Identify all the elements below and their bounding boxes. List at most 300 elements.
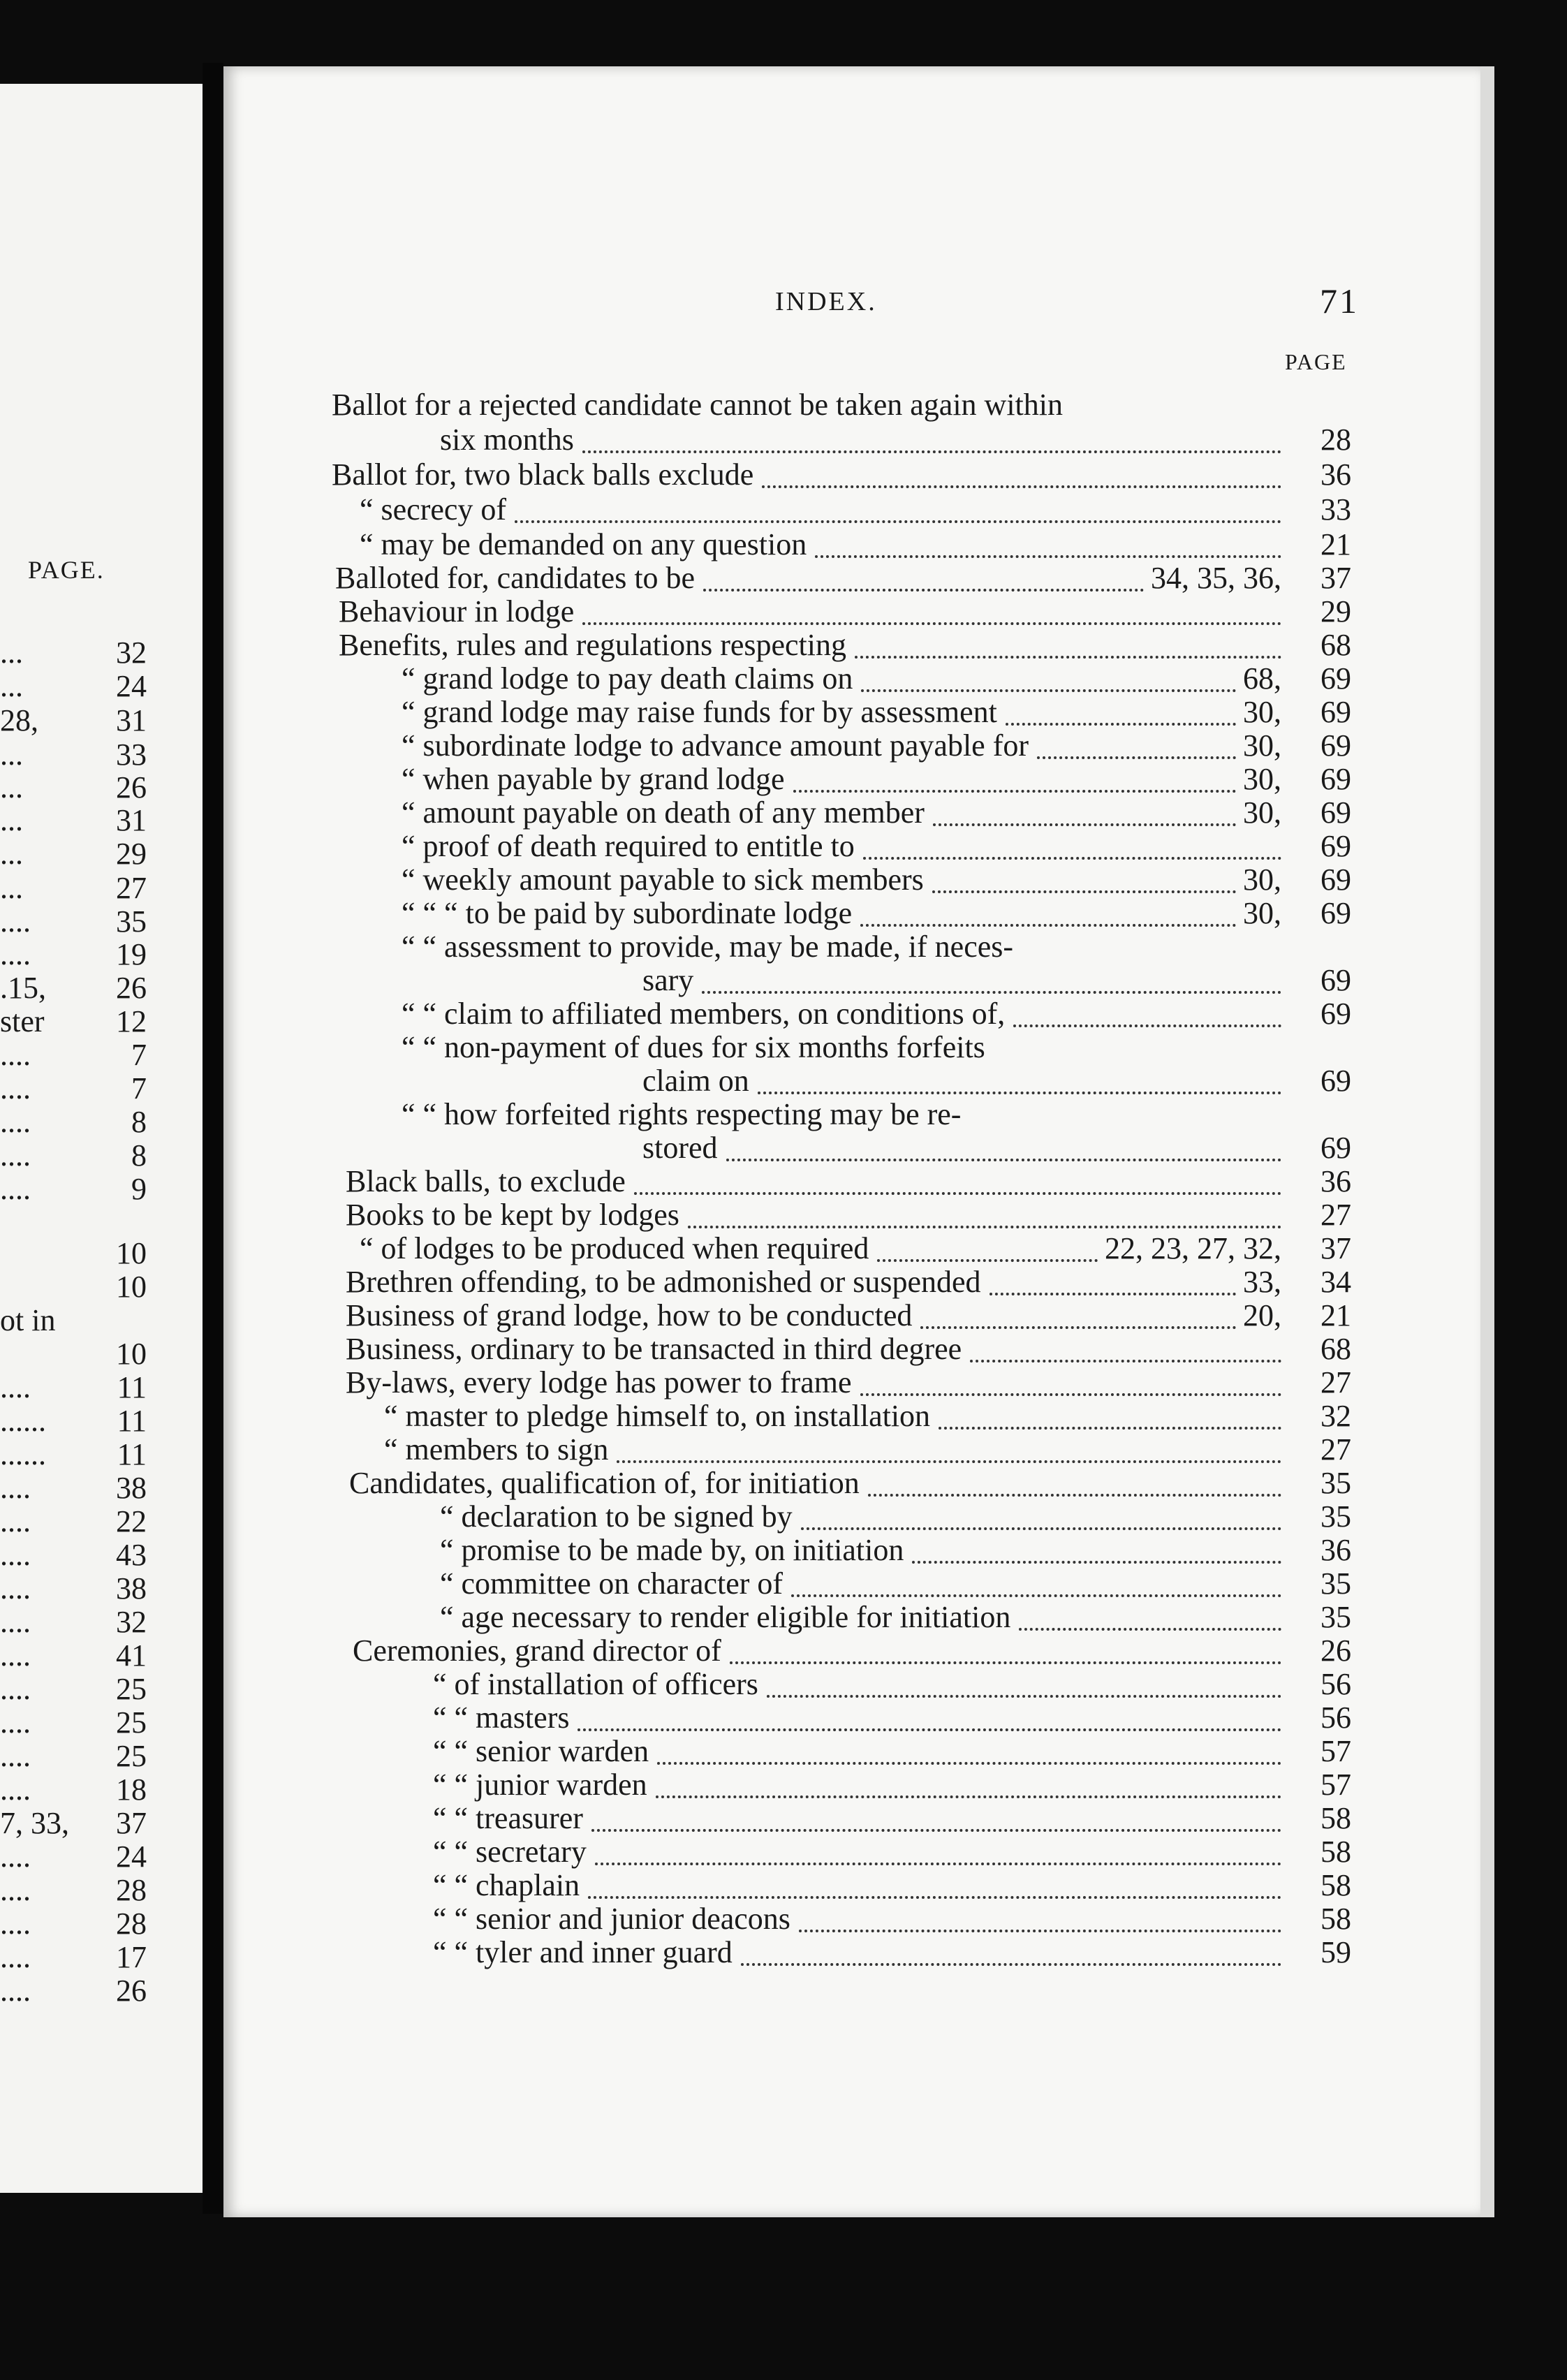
dot-leader (791, 1594, 1281, 1597)
index-entry-text: “ grand lodge may raise funds for by assessment (402, 695, 997, 729)
page-number: 71 (1320, 281, 1359, 321)
index-entry-text: “ committee on character of (440, 1566, 784, 1601)
left-index-row (0, 1707, 147, 1740)
index-entry-page: 36 (1320, 457, 1351, 492)
index-entry-text: “ of installation of officers (433, 1667, 758, 1701)
index-entry-text: “ members to sign (384, 1432, 609, 1467)
index-entry (223, 1199, 1351, 1233)
left-index-fragment: ... (0, 772, 23, 805)
index-entry-page: 69 (1320, 1064, 1351, 1098)
left-index-page: 22 (112, 1506, 147, 1539)
index-entry-page: 29 (1320, 594, 1351, 629)
index-entry-text: By-laws, every lodge has power to frame (346, 1365, 852, 1400)
index-entry-page: 21 (1320, 1298, 1351, 1332)
index-entry-text: “ “ junior warden (433, 1768, 647, 1802)
dot-leader (657, 1762, 1281, 1765)
index-entry-page: 69 (1320, 661, 1351, 696)
left-index-page: 26 (112, 1975, 147, 2008)
dot-leader (595, 1863, 1281, 1865)
index-entry-page: 69 (1320, 896, 1351, 930)
index-entry (223, 897, 1351, 931)
dot-leader (932, 890, 1236, 893)
dot-leader (730, 1661, 1281, 1664)
index-entry (223, 1836, 1351, 1870)
dot-leader (617, 1460, 1281, 1463)
index-entry (223, 1031, 1351, 1065)
left-index-fragment: .... (0, 1941, 31, 1974)
dot-leader (515, 520, 1281, 523)
index-entry-page: 37 (1320, 1231, 1351, 1265)
left-index-row (0, 1506, 147, 1539)
left-index-page: 24 (112, 670, 147, 704)
index-entry-page: 34 (1320, 1265, 1351, 1299)
index-entry-text: “ “ “ to be paid by subordinate lodge (402, 896, 853, 930)
index-entry-page: 69 (1320, 695, 1351, 729)
left-index-row (0, 1106, 147, 1140)
index-entry-references: 30, (1243, 762, 1281, 796)
dot-leader (656, 1795, 1281, 1798)
left-index-row (0, 739, 147, 772)
index-entry (223, 1300, 1351, 1333)
index-entry-text: “ age necessary to render eligible for initiation (440, 1600, 1011, 1634)
index-entry (223, 1702, 1351, 1735)
left-index-fragment: .... (0, 1774, 31, 1807)
index-entry (223, 696, 1351, 730)
index-entry-text: Black balls, to exclude (346, 1164, 626, 1198)
index-entry (223, 494, 1351, 527)
left-index-row (0, 1305, 147, 1338)
left-index-fragment: .... (0, 1874, 31, 1907)
left-index-fragment: .... (0, 1106, 31, 1139)
index-entry (223, 424, 1351, 457)
left-index-page: 43 (112, 1539, 147, 1573)
left-index-page: 25 (112, 1673, 147, 1707)
index-entry-page: 58 (1320, 1902, 1351, 1936)
index-entry (223, 529, 1351, 562)
left-index-row (0, 1237, 147, 1271)
left-index-page: 26 (112, 972, 147, 1006)
index-entry (223, 1501, 1351, 1534)
index-entry-page: 69 (1320, 1131, 1351, 1165)
index-entry-references: 30, (1243, 862, 1281, 897)
index-entry-page: 32 (1320, 1399, 1351, 1433)
index-entry (223, 1937, 1351, 1970)
index-entry-page: 33 (1320, 492, 1351, 527)
dot-leader (1013, 1024, 1281, 1027)
index-entry-text: Ceremonies, grand director of (353, 1633, 721, 1668)
index-entry-page: 69 (1320, 795, 1351, 830)
running-title: INDEX. (775, 287, 877, 316)
left-index-row (0, 1640, 147, 1673)
right-page (223, 66, 1480, 2217)
left-index-page: 25 (112, 1740, 147, 1774)
index-entry-page: 27 (1320, 1365, 1351, 1400)
left-index-row (0, 1439, 147, 1472)
left-index-row (0, 939, 147, 972)
index-entry-page: 69 (1320, 762, 1351, 796)
left-index-page: 19 (112, 939, 147, 972)
left-index-row (0, 1975, 147, 2008)
index-entry-references: 34, 35, 36, (1151, 561, 1281, 595)
index-entry-text: Behaviour in lodge (339, 594, 575, 629)
left-index-page: 38 (112, 1573, 147, 1606)
index-entry (223, 1333, 1351, 1367)
left-index-fragment: ...... (0, 1439, 46, 1471)
index-entry-text: “ “ claim to affiliated members, on conditions of, (402, 997, 1006, 1031)
index-entry (223, 1568, 1351, 1601)
dot-leader (726, 1159, 1281, 1161)
left-index-page: 8 (127, 1106, 147, 1140)
left-index-page: 10 (112, 1237, 147, 1271)
left-index-fragment: .... (0, 1573, 31, 1606)
index-entry (223, 1534, 1351, 1568)
left-index-row (0, 1405, 147, 1439)
left-index-fragment: .... (0, 1539, 31, 1572)
index-entry-page: 56 (1320, 1700, 1351, 1735)
left-index-fragment: ot in (0, 1305, 56, 1337)
left-index-page: 38 (112, 1472, 147, 1506)
index-entry-page: 56 (1320, 1667, 1351, 1701)
index-entry-text: “ “ tyler and inner guard (433, 1935, 733, 1969)
index-entry (223, 1400, 1351, 1434)
book-gutter (203, 63, 223, 2214)
index-entry-text: “ “ how forfeited rights respecting may be re- (402, 1097, 962, 1131)
index-entry-references: 30, (1243, 795, 1281, 830)
index-entry-text: “ master to pledge himself to, on installation (384, 1399, 931, 1433)
index-entry-page: 69 (1320, 728, 1351, 763)
left-index-row (0, 1774, 147, 1807)
index-entry-text: Benefits, rules and regulations respecting (339, 628, 847, 662)
left-index-row (0, 972, 147, 1006)
index-entry-text: “ “ secretary (433, 1835, 587, 1869)
left-index-fragment: .... (0, 1472, 31, 1505)
dot-leader (863, 857, 1281, 860)
index-entry-page: 21 (1320, 527, 1351, 561)
index-entry-page: 35 (1320, 1466, 1351, 1500)
index-entry-references: 20, (1243, 1298, 1281, 1332)
index-entry (223, 763, 1351, 797)
left-index-fragment: ...... (0, 1405, 46, 1438)
left-index-page: 33 (112, 739, 147, 772)
left-index-page: 27 (112, 872, 147, 906)
index-entry-page: 36 (1320, 1533, 1351, 1567)
index-entry-references: 68, (1243, 661, 1281, 696)
left-index-fragment: .... (0, 1740, 31, 1773)
index-entry-page: 69 (1320, 862, 1351, 897)
left-index-row (0, 906, 147, 939)
index-entry-page: 35 (1320, 1499, 1351, 1534)
left-index-page: 28 (112, 1908, 147, 1941)
index-entry-text: Candidates, qualification of, for initiation (349, 1466, 860, 1500)
left-index-fragment: .... (0, 1606, 31, 1639)
index-entry-page: 35 (1320, 1600, 1351, 1634)
left-index-row (0, 1807, 147, 1841)
left-index-row (0, 838, 147, 872)
left-index-page: 24 (112, 1841, 147, 1874)
index-entry-text: “ weekly amount payable to sick members (402, 862, 924, 897)
left-index-fragment: .... (0, 1841, 31, 1874)
left-index-page: 7 (127, 1073, 147, 1106)
index-entry-references: 22, 23, 27, 32, (1105, 1231, 1281, 1265)
index-entry (223, 562, 1351, 596)
index-entry-text: Ballot for a rejected candidate cannot be taken again within (332, 388, 1063, 422)
left-index-row (0, 637, 147, 670)
left-index-row (0, 1073, 147, 1106)
dot-leader (868, 1494, 1281, 1497)
left-index-row (0, 1673, 147, 1707)
index-entry (223, 830, 1351, 864)
index-entry-page: 69 (1320, 963, 1351, 997)
left-index-row (0, 872, 147, 906)
index-entry-text: “ grand lodge to pay death claims on (402, 661, 853, 696)
left-index-row (0, 1338, 147, 1372)
index-entry-references: 30, (1243, 695, 1281, 729)
left-index-fragment: ... (0, 805, 23, 837)
left-index-page: 10 (112, 1271, 147, 1305)
left-index-page: 12 (112, 1006, 147, 1039)
left-index-fragment: .... (0, 1506, 31, 1538)
index-entry (223, 596, 1351, 629)
left-index-page: 11 (113, 1439, 147, 1472)
index-entry (223, 864, 1351, 897)
index-entry-text: “ when payable by grand lodge (402, 762, 785, 796)
left-index-fragment: .... (0, 906, 31, 939)
dot-leader (801, 1527, 1281, 1530)
index-entry (223, 1601, 1351, 1635)
left-index-fragment: ... (0, 838, 23, 871)
dot-leader (588, 1896, 1281, 1899)
index-entry-page: 68 (1320, 628, 1351, 662)
index-entry (223, 1367, 1351, 1400)
index-entry-references: 30, (1243, 896, 1281, 930)
left-index-page: 28 (112, 1874, 147, 1908)
left-page-column-header: PAGE. (28, 556, 105, 584)
index-entry-text: “ “ masters (433, 1700, 570, 1735)
left-index-page: 11 (113, 1405, 147, 1439)
index-entry-text: Balloted for, candidates to be (335, 561, 696, 595)
index-entry-text: Books to be kept by lodges (346, 1198, 679, 1232)
index-entry-text: “ of lodges to be produced when required (360, 1231, 869, 1265)
left-index-fragment: .... (0, 1173, 31, 1206)
index-entry (223, 1870, 1351, 1903)
index-entry (223, 1132, 1351, 1166)
index-entry-text: “ “ treasurer (433, 1801, 583, 1835)
left-index-fragment: ... (0, 872, 23, 905)
index-entry (223, 1434, 1351, 1467)
index-entry-page: 69 (1320, 829, 1351, 863)
index-entry-page: 68 (1320, 1332, 1351, 1366)
left-index-fragment: .... (0, 1039, 31, 1072)
left-index-page: 17 (112, 1941, 147, 1975)
left-index-page: 10 (112, 1338, 147, 1372)
index-entry-text: “ promise to be made by, on initiation (440, 1533, 904, 1567)
dot-leader (1037, 756, 1236, 759)
index-entry (223, 1166, 1351, 1199)
index-entry (223, 1635, 1351, 1668)
dot-leader (860, 1393, 1281, 1396)
dot-leader (920, 1326, 1236, 1329)
left-index-fragment: .... (0, 1975, 31, 2008)
left-index-row (0, 1573, 147, 1606)
index-entry-text: six months (440, 423, 574, 457)
dot-leader (758, 1092, 1281, 1094)
left-index-fragment: ... (0, 670, 23, 703)
index-entry-text: Brethren offending, to be admonished or suspended (346, 1265, 981, 1299)
index-entry-page: 69 (1320, 997, 1351, 1031)
index-entry-text: claim on (642, 1064, 749, 1098)
index-entry (223, 1233, 1351, 1266)
left-index-row (0, 670, 147, 704)
index-entry-text: “ amount payable on death of any member (402, 795, 925, 830)
index-entry-text: “ “ non-payment of dues for six months forfeits (402, 1030, 985, 1064)
index-entry (223, 459, 1351, 492)
left-index-page: 32 (112, 637, 147, 670)
index-entry-page: 26 (1320, 1633, 1351, 1668)
left-index-fragment: .... (0, 1372, 31, 1404)
left-index-page: 7 (127, 1039, 147, 1073)
index-entry (223, 1065, 1351, 1099)
left-index-row (0, 1173, 147, 1207)
left-index-page: 41 (112, 1640, 147, 1673)
left-index-row (0, 1908, 147, 1941)
dot-leader (702, 991, 1281, 994)
dot-leader (762, 485, 1281, 488)
left-index-row (0, 1039, 147, 1073)
left-index-page: 31 (112, 705, 147, 738)
left-index-page: 11 (113, 1372, 147, 1405)
index-entry-references: 30, (1243, 728, 1281, 763)
dot-leader (741, 1963, 1281, 1966)
dot-leader (582, 622, 1281, 625)
dot-leader (703, 589, 1144, 592)
left-index-row (0, 1539, 147, 1573)
left-index-row (0, 1472, 147, 1506)
index-entry-text: “ proof of death required to entitle to (402, 829, 855, 863)
dot-leader (577, 1728, 1281, 1731)
dot-leader (591, 1829, 1281, 1832)
left-index-row (0, 1874, 147, 1908)
index-entry-page: 57 (1320, 1768, 1351, 1802)
left-page (0, 84, 203, 2193)
index-entry-text: stored (642, 1131, 718, 1165)
index-entry (223, 1735, 1351, 1769)
index-entry (223, 931, 1351, 964)
index-entry-page: 36 (1320, 1164, 1351, 1198)
left-index-fragment: 28, (0, 705, 38, 737)
dot-leader (634, 1192, 1281, 1195)
index-entry-page: 59 (1320, 1935, 1351, 1969)
index-entry-page: 37 (1320, 561, 1351, 595)
left-index-fragment: .... (0, 1908, 31, 1941)
dot-leader (1019, 1628, 1281, 1631)
left-index-row (0, 1271, 147, 1305)
left-index-fragment: ster (0, 1006, 45, 1038)
index-entry (223, 998, 1351, 1031)
page-edge (1480, 66, 1494, 2217)
index-entry (223, 964, 1351, 998)
index-entry-page: 35 (1320, 1566, 1351, 1601)
index-entry-text: sary (642, 963, 694, 997)
left-index-fragment: .... (0, 1707, 31, 1740)
left-index-row (0, 1140, 147, 1173)
dot-leader (799, 1930, 1281, 1932)
index-entry-text: Ballot for, two black balls exclude (332, 457, 754, 492)
left-index-row (0, 1740, 147, 1774)
index-entry-text: “ secrecy of (360, 492, 507, 527)
dot-leader (815, 555, 1281, 558)
dot-leader (877, 1259, 1098, 1262)
dot-leader (855, 656, 1281, 659)
index-entry-text: “ subordinate lodge to advance amount payable for (402, 728, 1029, 763)
left-index-page: 31 (112, 805, 147, 838)
index-entry (223, 1266, 1351, 1300)
index-entry (223, 1903, 1351, 1937)
dot-leader (970, 1360, 1281, 1362)
left-index-page: 18 (112, 1774, 147, 1807)
index-entry (223, 1769, 1351, 1802)
left-index-fragment: ... (0, 739, 23, 772)
left-index-fragment: .... (0, 1640, 31, 1673)
dot-leader (860, 924, 1236, 927)
left-index-row (0, 772, 147, 805)
left-index-fragment: .... (0, 939, 31, 971)
dot-leader (582, 450, 1281, 453)
index-entry-text: “ “ chaplain (433, 1868, 580, 1902)
dot-leader (793, 790, 1236, 793)
dot-leader (933, 823, 1236, 826)
index-entry (223, 629, 1351, 663)
index-entry-page: 27 (1320, 1432, 1351, 1467)
left-index-page: 37 (112, 1807, 147, 1841)
left-index-row (0, 1941, 147, 1975)
left-index-page: 8 (127, 1140, 147, 1173)
dot-leader (939, 1427, 1281, 1430)
left-index-row (0, 805, 147, 838)
left-index-fragment: .15, (0, 972, 46, 1005)
index-entry (223, 1668, 1351, 1702)
left-index-fragment: ... (0, 637, 23, 670)
left-index-row (0, 1006, 147, 1039)
left-index-row (0, 1841, 147, 1874)
index-entry (223, 1802, 1351, 1836)
index-entry-text: “ “ senior and junior deacons (433, 1902, 790, 1936)
page-column-header: PAGE (1285, 349, 1347, 374)
left-index-fragment: .... (0, 1140, 31, 1173)
index-entry-text: Business of grand lodge, how to be conducted (346, 1298, 913, 1332)
dot-leader (1006, 723, 1236, 726)
index-entry-page: 27 (1320, 1198, 1351, 1232)
index-entry-text: “ may be demanded on any question (360, 527, 807, 561)
left-index-page: 9 (127, 1173, 147, 1207)
index-entry (223, 797, 1351, 830)
index-entry-page: 58 (1320, 1835, 1351, 1869)
left-index-row (0, 1372, 147, 1405)
dot-leader (688, 1226, 1281, 1228)
left-index-fragment: .... (0, 1073, 31, 1105)
dot-leader (767, 1695, 1281, 1698)
left-index-page: 35 (112, 906, 147, 939)
left-index-page: 29 (112, 838, 147, 872)
index-entry (223, 663, 1351, 696)
index-entry-page: 57 (1320, 1734, 1351, 1768)
left-index-row (0, 705, 147, 738)
index-entry (223, 1467, 1351, 1501)
index-entry (223, 389, 1351, 423)
left-index-fragment: 7, 33, (0, 1807, 69, 1840)
left-index-page: 32 (112, 1606, 147, 1640)
left-index-page: 25 (112, 1707, 147, 1740)
dot-leader (861, 689, 1236, 692)
